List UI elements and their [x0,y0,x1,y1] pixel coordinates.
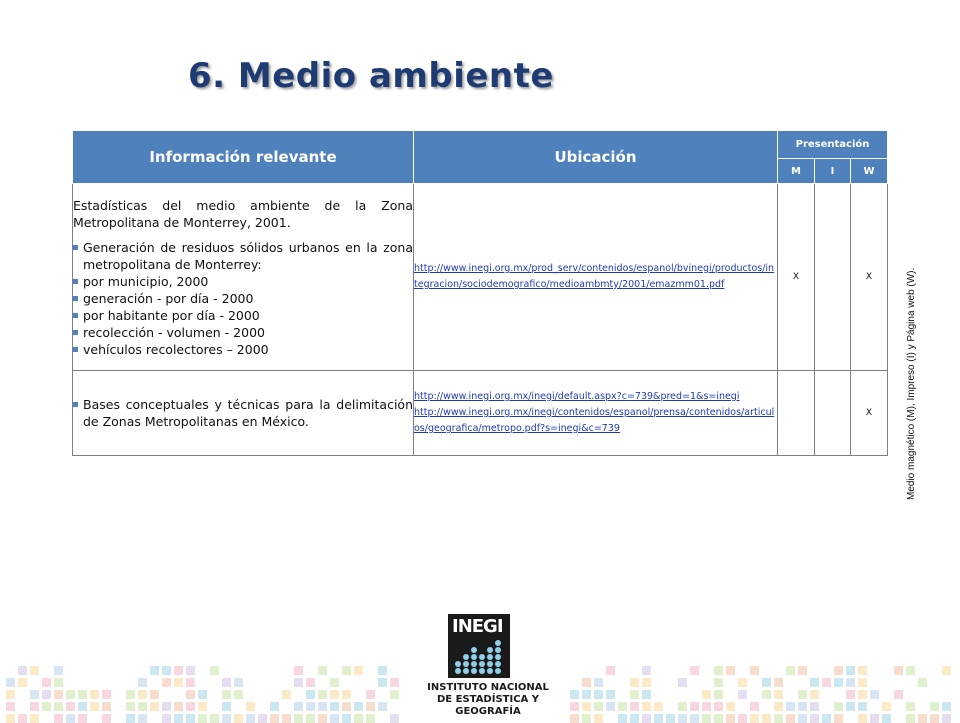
row-intro: Estadísticas del medio ambiente de la Zona Metropolitana de Monterrey, 2001. [73,197,413,230]
decor-square [738,714,747,723]
decor-square [930,702,939,711]
decor-square [54,678,63,687]
list-item [73,239,413,273]
decor-square [354,714,363,723]
decor-square [882,702,891,711]
decor-square [306,678,315,687]
decor-square [858,678,867,687]
decor-square [846,678,855,687]
decor-square [390,690,399,699]
mark-w: X [851,184,888,371]
decor-square [858,666,867,675]
logo-dot [479,668,485,674]
decor-square [678,702,687,711]
decor-square [6,714,15,723]
list-item-text: Bases conceptuales y técnicas para la delimitación de Zonas Metropolitanas en México. [83,397,413,429]
decor-square [198,714,207,723]
logo-dot [479,654,485,660]
logo-mark [448,614,510,678]
decor-square [174,714,183,723]
decor-square [606,702,615,711]
decor-square [30,666,39,675]
table-row [73,371,888,456]
list-item [73,324,413,341]
header-location: Ubicación [414,131,778,184]
decor-square [330,714,339,723]
decor-square [6,702,15,711]
decor-square [366,702,375,711]
decor-square [30,714,39,723]
logo-line-1: INSTITUTO NACIONAL [427,682,549,693]
decor-square [774,690,783,699]
decor-square [342,714,351,723]
decor-square [582,690,591,699]
decor-square [642,666,651,675]
decor-square [18,714,27,723]
decor-square [234,690,243,699]
decor-square [774,714,783,723]
decor-square [726,714,735,723]
decor-square [678,714,687,723]
list-item [73,341,413,358]
decor-square [798,666,807,675]
decor-square [594,714,603,723]
decor-square [666,714,675,723]
decor-square [714,714,723,723]
decor-square [654,702,663,711]
decor-square [834,702,843,711]
decor-square [606,666,615,675]
decor-square [894,690,903,699]
bullet-icon [73,245,78,250]
decor-square [630,678,639,687]
decor-square [270,714,279,723]
decor-square [186,702,195,711]
decor-square [390,714,399,723]
decor-square [78,690,87,699]
header-w: W [851,159,888,184]
decor-square [150,666,159,675]
decor-square [786,714,795,723]
bullet-icon [73,330,78,335]
decor-square [342,690,351,699]
header-i: I [815,159,851,184]
logo-dot [495,661,501,667]
decor-square [846,666,855,675]
decor-square [102,690,111,699]
logo-dot [479,661,485,667]
decor-square [846,702,855,711]
list-item [73,307,413,324]
decor-square [798,714,807,723]
info-cell [73,184,414,371]
decor-square [174,678,183,687]
logo-dot [471,654,477,660]
decor-square [690,702,699,711]
decor-square [594,678,603,687]
decor-square [294,678,303,687]
inegi-logo [408,614,568,717]
decor-square [810,678,819,687]
decor-square [630,714,639,723]
decor-square [90,690,99,699]
mark-m [778,371,815,456]
decor-square [642,702,651,711]
decor-square [714,678,723,687]
decor-square [174,666,183,675]
decor-square [162,714,171,723]
decor-square [294,714,303,723]
logo-dot [487,647,493,653]
decor-square [246,702,255,711]
decor-square [126,714,135,723]
decor-square [162,678,171,687]
decor-square [174,702,183,711]
decor-square [294,666,303,675]
decor-square [42,678,51,687]
decor-square [762,678,771,687]
decor-square [6,678,15,687]
decor-square [618,702,627,711]
decor-square [210,666,219,675]
decor-square [738,690,747,699]
list-item [73,273,413,290]
decor-square [654,714,663,723]
logo-word: INEGI [452,616,503,637]
decor-square [774,702,783,711]
logo-dot [455,668,461,674]
decor-square [714,702,723,711]
info-cell [73,371,414,456]
logo-dot [471,647,477,653]
decor-square [750,702,759,711]
mark-m: X [778,184,815,371]
decor-square [630,690,639,699]
decor-square [366,714,375,723]
bullet-icon [73,279,78,284]
decor-square [810,702,819,711]
logo-dot [463,668,469,674]
decor-square [750,666,759,675]
decor-square [810,714,819,723]
logo-dot [487,661,493,667]
source-link[interactable]: http://www.inegi.org.mx/prod_serv/contenidos/espanol/bvinegi/productos/integracion/sociodemografico/medioambmty/2001/emazmm01.pdf [414,263,775,290]
decor-square [78,714,87,723]
decor-square [306,690,315,699]
decor-square [798,690,807,699]
decor-square [162,702,171,711]
decor-square [42,702,51,711]
bullet-icon [73,313,78,318]
decor-square [930,714,939,723]
decor-square [726,702,735,711]
decor-square [162,666,171,675]
decor-square [594,690,603,699]
decor-square [138,690,147,699]
decor-square [906,666,915,675]
decor-square [378,678,387,687]
decor-square [138,714,147,723]
header-m: M [778,159,815,184]
source-link[interactable]: http://www.inegi.org.mx/inegi/contenidos/espanol/prensa/contenidos/articulos/geografica/metropo.pdf?s=inegi&c=739 [414,407,775,434]
logo-dot [487,668,493,674]
logo-caption [408,682,568,718]
decor-square [702,690,711,699]
bullet-icon [73,347,78,352]
decor-square [342,702,351,711]
decor-square [378,666,387,675]
logo-dots [455,640,503,674]
decor-square [870,714,879,723]
bullet-icon [73,402,78,407]
decor-square [894,666,903,675]
decor-square [30,690,39,699]
list-item-text: por habitante por día - 2000 [83,307,260,323]
logo-dot [495,647,501,653]
decor-square [90,702,99,711]
decor-square [918,714,927,723]
list-item-text: por municipio, 2000 [83,273,209,289]
decor-square [234,714,243,723]
decor-square [198,690,207,699]
decor-square [834,678,843,687]
logo-dot [463,661,469,667]
list-item [73,396,413,430]
decor-square [54,666,63,675]
bullet-list [73,239,413,358]
decor-square [750,714,759,723]
decor-square [54,714,63,723]
decor-square [642,678,651,687]
decor-square [18,678,27,687]
header-presentation: Presentación [778,131,888,159]
decor-square [762,714,771,723]
decor-square [54,690,63,699]
decor-square [822,714,831,723]
decor-square [882,714,891,723]
decor-square [906,714,915,723]
decor-square [366,690,375,699]
decor-square [714,666,723,675]
decor-square [330,690,339,699]
decor-square [42,690,51,699]
decor-square [342,666,351,675]
decor-square [858,690,867,699]
decor-square [222,714,231,723]
decor-square [942,666,951,675]
decor-square [30,702,39,711]
list-item-text: Generación de residuos sólidos urbanos en la zona metropolitana de Monterrey: [83,239,413,272]
decor-square [282,714,291,723]
decor-square [318,690,327,699]
decor-square [138,678,147,687]
decor-square [570,702,579,711]
decor-square [642,714,651,723]
decor-square [570,714,579,723]
decor-square [786,702,795,711]
decor-square [222,678,231,687]
decor-square [630,702,639,711]
decor-square [690,666,699,675]
decor-square [222,690,231,699]
decor-square [102,702,111,711]
decor-square [942,702,951,711]
mark-w: X [851,371,888,456]
source-link[interactable]: http://www.inegi.org.mx/inegi/default.aspx?c=739&pred=1&s=inegi [414,391,740,402]
decor-square [918,678,927,687]
decor-square [870,690,879,699]
bullet-list [73,396,413,430]
location-cell [414,371,778,456]
decor-square [186,690,195,699]
decor-square [186,714,195,723]
decor-square [354,666,363,675]
table-row [73,184,888,371]
list-item [73,290,413,307]
logo-dot [495,654,501,660]
decor-square [246,714,255,723]
decor-square [570,690,579,699]
decor-square [582,714,591,723]
mark-i [815,184,851,371]
decor-square [714,690,723,699]
decor-square [222,702,231,711]
slide-title: 6. Medio ambiente [188,56,554,96]
logo-dot [495,640,501,646]
decor-square [390,678,399,687]
decor-square [606,690,615,699]
presentation-legend: Medio magnético (M), Impreso (I) y Página web (W). [906,267,917,500]
decor-square [18,666,27,675]
location-cell [414,184,778,371]
logo-dot [455,661,461,667]
decor-square [198,702,207,711]
decor-square [642,690,651,699]
decor-square [690,714,699,723]
logo-dot [463,654,469,660]
decor-square [306,702,315,711]
decor-square [258,714,267,723]
decor-square [186,678,195,687]
decor-square [66,690,75,699]
logo-dot [495,668,501,674]
decor-square [234,678,243,687]
decor-square [6,690,15,699]
decor-square [282,690,291,699]
decor-square [786,666,795,675]
decor-square [354,702,363,711]
decor-square [318,702,327,711]
decor-square [858,702,867,711]
logo-line-2: DE ESTADÍSTICA Y GEOGRAFÍA [437,694,539,717]
decor-square [942,714,951,723]
decor-square [582,678,591,687]
list-item-text: recolección - volumen - 2000 [83,324,265,340]
logo-dot [471,661,477,667]
decor-square [66,702,75,711]
decor-square [150,702,159,711]
decor-square [834,714,843,723]
decor-square [618,714,627,723]
decor-square [774,678,783,687]
bullet-icon [73,296,78,301]
decor-square [702,702,711,711]
decor-square [54,702,63,711]
decor-square [858,714,867,723]
decor-square [582,702,591,711]
decor-square [294,702,303,711]
mark-i [815,371,851,456]
decor-square [834,666,843,675]
decor-square [738,678,747,687]
list-item-text: generación - por día - 2000 [83,290,254,306]
header-info: Información relevante [73,131,414,184]
decor-square [762,690,771,699]
decor-square [378,702,387,711]
decor-square [66,714,75,723]
decor-square [318,666,327,675]
decor-square [678,678,687,687]
decor-square [150,690,159,699]
decor-square [126,690,135,699]
decor-square [846,690,855,699]
decor-square [270,702,279,711]
info-table [72,130,888,456]
decor-square [78,702,87,711]
decor-square [210,714,219,723]
decor-square [822,678,831,687]
decor-square [726,666,735,675]
decor-square [702,714,711,723]
decor-square [306,714,315,723]
decor-square [186,666,195,675]
decor-square [318,714,327,723]
decor-square [798,702,807,711]
logo-dot [487,654,493,660]
logo-dot [471,668,477,674]
decor-square [330,678,339,687]
decor-square [126,702,135,711]
decor-square [810,690,819,699]
decor-square [906,702,915,711]
list-item-text: vehículos recolectores – 2000 [83,341,269,357]
decor-square [138,702,147,711]
decor-square [102,714,111,723]
decor-square [330,702,339,711]
decor-square [594,702,603,711]
